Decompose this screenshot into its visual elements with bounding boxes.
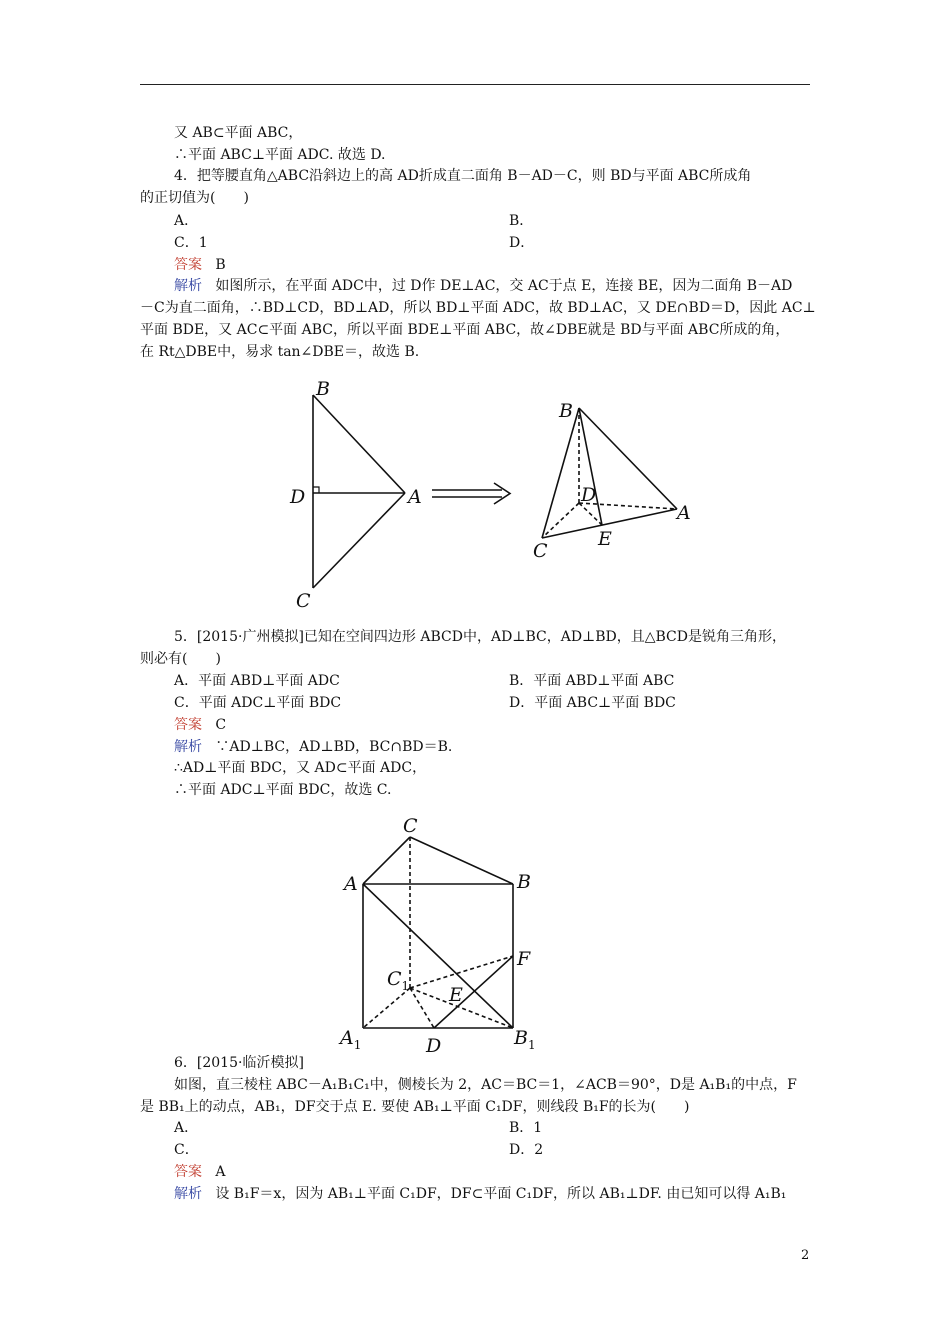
q4-option-b: B． [509, 213, 534, 229]
q5-analysis [174, 738, 452, 756]
fig3-label-B: B [517, 871, 531, 893]
q6-option-b: B．1 [509, 1120, 543, 1136]
answer-value: A [215, 1164, 226, 1180]
header-rule [140, 84, 810, 85]
question-5-stem: 5．[2015·广州模拟]已知在空间四边形 ABCD中，AD⊥BC，AD⊥BD，且△BCD是锐角三角形， [174, 629, 786, 645]
analysis-text: 如图所示，在平面 ADC中，过 D作 DE⊥AC，交 AC于点 E，连接 BE，因为二面角 B－AD [215, 278, 793, 294]
answer-value: B [215, 257, 226, 273]
text-line: 又 AB⊂平面 ABC， [174, 125, 303, 141]
q4-option-a: A． [174, 213, 199, 229]
q5-analysis-cont: ∴平面 ADC⊥平面 BDC，故选 C. [174, 782, 392, 798]
q4-answer [174, 256, 226, 274]
answer-tag: 答案 [174, 717, 202, 733]
fig3-label-C: C [403, 815, 418, 837]
fig1-label-B: B [316, 378, 330, 400]
fig3-label-C1: $C_1$ [387, 968, 410, 993]
answer-value: C [215, 717, 227, 733]
figure-prism [330, 808, 570, 1060]
fig3-label-E: E [449, 984, 463, 1006]
q6-analysis [174, 1185, 786, 1203]
analysis-text: ∵AD⊥BC，AD⊥BD，BC∩BD＝B. [215, 739, 453, 755]
q5-option-a: A．平面 ABD⊥平面 ADC [174, 673, 340, 689]
question-6-head: 6．[2015·临沂模拟] [174, 1055, 304, 1071]
question-4-stem-cont: 的正切值为( ) [140, 190, 249, 206]
fig3-label-A1: $A_1$ [340, 1027, 362, 1052]
figure-folding [280, 375, 720, 615]
q4-option-d: D． [509, 235, 535, 251]
fig2-label-C: C [533, 540, 548, 562]
page-number: 2 [801, 1248, 810, 1263]
q4-analysis [174, 277, 792, 295]
fig3-label-A: A [344, 873, 358, 895]
fig1-label-D: D [290, 486, 306, 508]
analysis-tag: 解析 [174, 278, 202, 294]
fig3-label-F: F [517, 948, 531, 970]
q6-option-c: C． [174, 1142, 199, 1158]
q4-analysis-cont: 在 Rt△DBE中，易求 tan∠DBE＝，故选 B. [140, 344, 420, 360]
q5-answer [174, 716, 226, 734]
fig1-label-C: C [296, 590, 311, 612]
answer-tag: 答案 [174, 1164, 202, 1180]
q6-option-d: D．2 [509, 1142, 544, 1158]
question-4-stem: 4．把等腰直角△ABC沿斜边上的高 AD折成直二面角 B－AD－C，则 BD与平面 ABC所成角 [174, 168, 752, 184]
fig2-label-B: B [559, 400, 573, 422]
q5-option-c: C．平面 ADC⊥平面 BDC [174, 695, 342, 711]
analysis-text: 设 B₁F＝x，因为 AB₁⊥平面 C₁DF，DF⊂平面 C₁DF，所以 AB₁⊥DF. 由已知可以得 A₁B₁ [215, 1186, 787, 1202]
q5-analysis-cont: ∴AD⊥平面 BDC，又 AD⊂平面 ADC， [174, 760, 427, 776]
fig3-label-B1: $B_1$ [514, 1027, 536, 1052]
question-6-stem-cont: 是 BB₁上的动点，AB₁，DF交于点 E. 要使 AB₁⊥平面 C₁DF，则线段 B₁F的长为( ) [140, 1099, 690, 1115]
question-5-stem-cont: 则必有( ) [140, 651, 221, 667]
fig2-label-D: D [581, 484, 597, 506]
fig2-label-A: A [677, 502, 691, 524]
answer-tag: 答案 [174, 257, 202, 273]
q6-option-a: A． [174, 1120, 199, 1136]
q5-option-b: B．平面 ABD⊥平面 ABC [509, 673, 675, 689]
q4-analysis-cont: －C为直二面角，∴BD⊥CD，BD⊥AD，所以 BD⊥平面 ADC，故 BD⊥AC，又 DE∩BD＝D，因此 AC⊥ [140, 300, 816, 316]
q4-analysis-cont: 平面 BDE，又 AC⊂平面 ABC，所以平面 BDE⊥平面 ABC，故∠DBE就是 BD与平面 ABC所成的角， [140, 322, 790, 338]
q4-option-c: C．1 [174, 235, 208, 251]
fig1-label-A: A [408, 486, 422, 508]
analysis-tag: 解析 [174, 1186, 202, 1202]
analysis-tag: 解析 [174, 739, 202, 755]
text-line: ∴平面 ABC⊥平面 ADC. 故选 D. [174, 147, 386, 163]
fig2-label-E: E [598, 528, 612, 550]
q5-option-d: D．平面 ABC⊥平面 BDC [509, 695, 676, 711]
question-6-stem: 如图，直三棱柱 ABC－A₁B₁C₁中，侧棱长为 2，AC＝BC＝1，∠ACB＝90°，D是 A₁B₁的中点，F [174, 1077, 797, 1093]
fig3-label-D: D [426, 1035, 442, 1057]
q6-answer [174, 1163, 225, 1181]
